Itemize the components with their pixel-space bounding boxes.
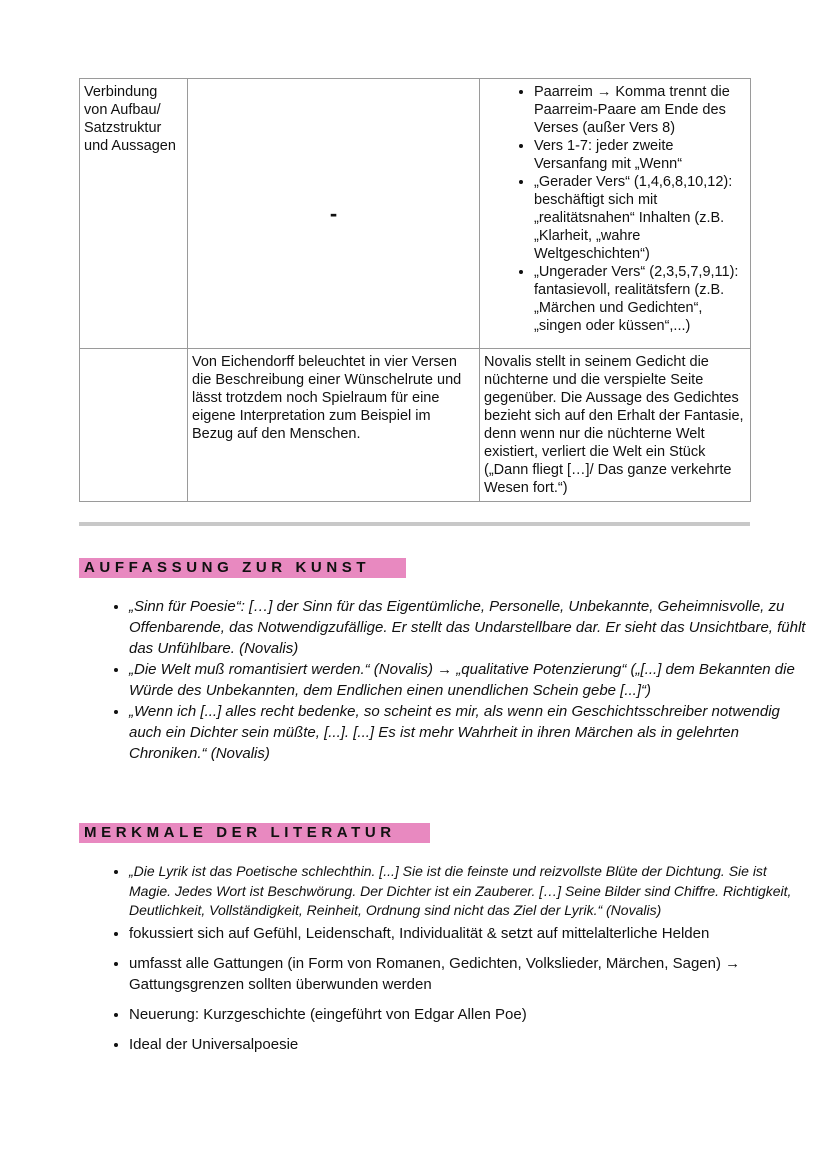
list-item: • Neuerung: Kurzgeschichte (eingeführt von Edgar Allen Poe) (129, 1004, 809, 1025)
row-label-cell: Verbindung von Aufbau/ Satzstruktur und Aussagen (80, 79, 188, 349)
table-row (80, 349, 751, 502)
list-item: • „Sinn für Poesie“: […] der Sinn für das Eigentümliche, Personelle, Unbekannte, Geheimnisvolle, zu Offenbarende, das Notwendigzufällige. Er stellt das Undarstellbare dar. Er sieht das Unsichtbare, fühlt das Unfühlbare. (Novalis) (129, 596, 809, 659)
eichendorff-cell: Von Eichendorff beleuchtet in vier Versen die Beschreibung einer Wünschelrute und lässt trotzdem noch Spielraum für eine eigene Interpretation zum Beispiel im Bezug auf den Menschen. (188, 349, 480, 502)
literatur-bullet-list (80, 862, 809, 1064)
list-item: • „Gerader Vers“ (1,4,6,8,10,12): beschäftigt sich mit „realitätsnahen“ Inhalten (z.B. „Klarheit, „wahre Weltgeschichten“) (534, 173, 746, 263)
cell-bullet-list (484, 83, 746, 335)
list-item: • „Ungerader Vers“ (2,3,5,7,9,11): fantasievoll, realitätsfern (z.B. „Märchen und Gedichten“, „singen oder küssen“,...) (534, 263, 746, 335)
section-divider (79, 522, 750, 526)
list-item: • Ideal der Universalpoesie (129, 1034, 809, 1055)
list-item: • „Die Lyrik ist das Poetische schlechthin. [...] Sie ist die feinste und reizvollste Blüte der Dichtung. Sie ist Magie. Jedes Wort ist Beschwörung. Der Dichter ist ein Zauberer. […] Seine Bilder sind Chiffre. Richtigkeit, Deutlichkeit, Vollständigkeit, Reinheit, Ordnung sind nicht das Ziel der Lyrik.“ (Novalis) (129, 862, 809, 921)
novalis-cell: Novalis stellt in seinem Gedicht die nüchterne und die verspielte Seite gegenüber. Die Aussage des Gedichtes bezieht sich auf den Erhalt der Fantasie, denn wenn nur die nüchterne Welt existiert, verliert die Welt ein Stück („Dann fliegt […]/ Das ganze verkehrte Wesen fort.“) (480, 349, 751, 502)
section-heading-kunst: AUFFASSUNG ZUR KUNST (79, 558, 406, 578)
kunst-bullet-list (80, 596, 809, 764)
comparison-table (79, 78, 751, 502)
section-heading-literatur: MERKMALE DER LITERATUR (79, 823, 430, 843)
list-item: • „Wenn ich [...] alles recht bedenke, so scheint es mir, als wenn ein Geschichtsschreiber notwendig auch ein Dichter sein müßte, [...]. [...] Es ist mehr Wahrheit in ihren Märchen als in gelehrten Chroniken.“ (Novalis) (129, 701, 809, 764)
list-item: • fokussiert sich auf Gefühl, Leidenschaft, Individualität & setzt auf mittelalterliche Helden (129, 923, 809, 944)
empty-dash-cell: - (188, 79, 480, 349)
list-item: • „Die Welt muß romantisiert werden.“ (Novalis) → „qualitative Potenzierung“ („[...] dem Bekannten die Würde des Unbekannten, dem Endlichen einen unendlichen Schein gebe [...]“) (129, 659, 809, 701)
list-item: • Paarreim → Komma trennt die Paarreim-Paare am Ende des Verses (außer Vers 8) (534, 83, 746, 137)
list-item: • Vers 1-7: jeder zweite Versanfang mit „Wenn“ (534, 137, 746, 173)
bullet-cell (480, 79, 751, 349)
table-row (80, 79, 751, 349)
list-item: • umfasst alle Gattungen (in Form von Romanen, Gedichten, Volkslieder, Märchen, Sagen) → Gattungsgrenzen sollten überwunden werden (129, 953, 809, 995)
row-label-cell (80, 349, 188, 502)
